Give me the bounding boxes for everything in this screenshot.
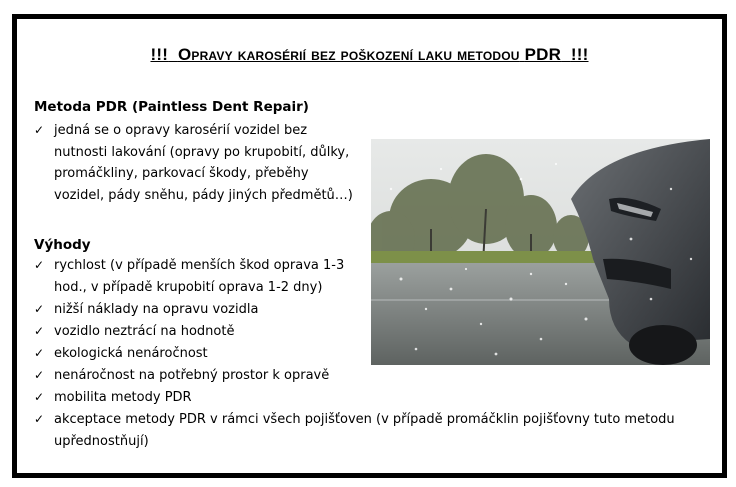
car-in-rain-photo: [371, 139, 710, 365]
check-icon: ✓: [34, 412, 45, 426]
check-icon: ✓: [34, 390, 45, 404]
advantage-line: rychlost (v případě menších škod oprava 1-3: [54, 258, 345, 273]
method-text: [54, 120, 353, 206]
title-suffix: !!!: [570, 45, 589, 64]
advantage-text: vozidlo neztrácí na hodnotě: [54, 324, 235, 339]
title-text: Opravy karosérií bez poškození laku metodou: [177, 45, 520, 64]
advantages-heading: Výhody: [34, 237, 91, 253]
check-icon: ✓: [34, 368, 45, 382]
check-icon: ✓: [34, 346, 45, 360]
poster-frame: [12, 14, 727, 478]
method-heading: Metoda PDR (Paintless Dent Repair): [34, 99, 309, 115]
check-icon: ✓: [34, 324, 45, 338]
advantage-line: upřednostňují): [54, 433, 149, 449]
advantage-text: [54, 255, 344, 298]
title-prefix: !!!: [150, 45, 169, 64]
method-line: nutnosti lakování (opravy po krupobití, důlky,: [54, 144, 350, 160]
check-icon: ✓: [34, 302, 45, 316]
method-line: vozidel, pády sněhu, pády jiných předmětů…): [54, 187, 353, 203]
advantage-line: akceptace metody PDR v rámci všech pojišťoven (v případě promáčklin pojišťovny tuto metodu: [54, 412, 675, 427]
check-icon: ✓: [34, 123, 45, 137]
advantage-line: hod., v případě krupobití oprava 1-2 dny): [54, 279, 323, 295]
poster-title: [17, 45, 722, 65]
advantage-text: mobilita metody PDR: [54, 390, 192, 405]
advantage-text: [54, 409, 675, 452]
check-icon: ✓: [34, 258, 45, 272]
method-line: promáčkliny, parkovací škody, přeběhy: [54, 166, 309, 181]
advantage-text: ekologická nenáročnost: [54, 346, 208, 361]
advantage-text: nenáročnost na potřebný prostor k opravě: [54, 368, 330, 383]
method-line: jedná se o opravy karosérií vozidel bez: [54, 123, 308, 138]
advantage-text: nižší náklady na opravu vozidla: [54, 302, 259, 317]
title-acronym: PDR: [524, 45, 562, 64]
